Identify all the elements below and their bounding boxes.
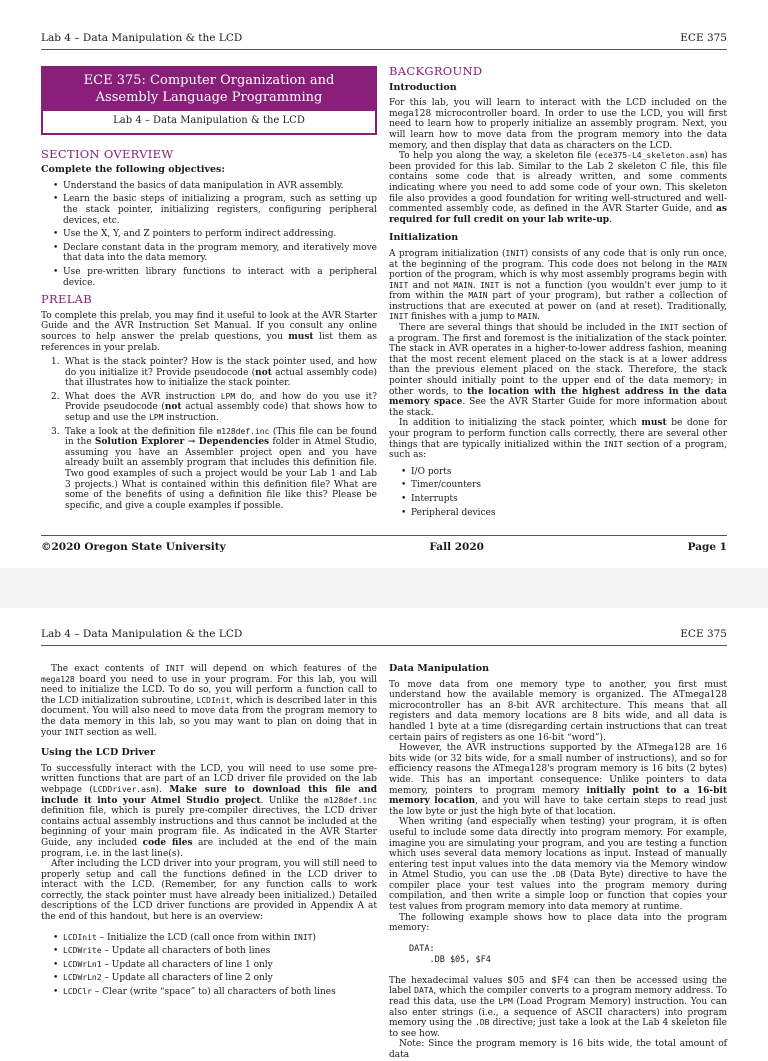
page-2 xyxy=(0,608,768,1060)
dm-paragraph-6: Note: Since the program memory is 16 bits wide, the total amount of data xyxy=(389,1039,727,1060)
left-column xyxy=(41,662,377,1004)
list-item: • Use pre-written library functions to interact with a peripheral device. xyxy=(53,267,377,288)
list-item: • LCDClr – Clear (write “space” to) all characters of both lines xyxy=(53,987,377,998)
dm-paragraph-5: The hexadecimal values $05 and $F4 can then be accessed using the label DATA, which the compiler converts to a program memory address. To read this data, use the LPM (Load Program Memory) instruction. You can also enter strings (i.e., a sequence of ASCII characters) into program memory using the .DB directive; just take a look at the Lab 4 skeleton file to see how. xyxy=(389,975,727,1039)
header-course: ECE 375 xyxy=(680,628,727,640)
init-contents-paragraph: The exact contents of INIT will depend on which features of the mega128 board you need to use in your program. For this lab, you will need to initialize the LCD. To do so, you will perform a function call to the LCD initialization subroutine, LCDInit, which is described later in this document. You will also need to move data from the program memory to the data memory in this lab, so you may want to plan on doing that in your INIT section as well. xyxy=(41,664,377,738)
init-paragraph-3: In addition to initializing the stack pointer, which must be done for your program to perform function calls correctly, there are several other things that are typically initialized within the INIT section of a program, such as: xyxy=(389,418,727,461)
intro-paragraph-1: For this lab, you will learn to interact with the LCD included on the mega128 microcontroller board. In order to use the LCD, you will first need to learn how to properly initialize an assembly program. Next, you will learn how to move data from the program memory into the data memory, and then display that data as characters on the LCD. xyxy=(389,98,727,151)
page-gap xyxy=(0,568,768,608)
lab-subtitle: Lab 4 – Data Manipulation & the LCD xyxy=(113,115,305,126)
right-column xyxy=(389,662,727,1061)
dm-paragraph-3: When writing (and especially when testing) your program, it is often useful to include some data directly into program memory. For example, imagine you are simulating your program, and you are testing a function which uses several data memory locations as input. Instead of manually entering test input values into the data memory via the Memory window in Atmel Studio, you can use the .DB (Data Byte) directive to have the compiler place your test values into the program memory during compilation, and then write a simple loop or function that copies your test values from program memory into data memory at runtime. xyxy=(389,817,727,913)
prelab-question-3: 3. Take a look at the definition file m128def.inc (This file can be found in the Solution Explorer → Dependencies folder in Atmel Studio, assuming you have an Assembler project open and you have already built an assembly program that includes this definition file. Two good examples of such a project would be your Lab 1 and Lab 3 projects.) What is contained within this definition file? What are some of the benefits of using a definition file like this? Please be specific, and give a couple examples if possible. xyxy=(51,426,377,511)
dm-paragraph-4: The following example shows how to place data into the program memory: xyxy=(389,912,727,934)
list-item: • LCDInit – Initialize the LCD (call once from within INIT) xyxy=(53,933,377,944)
right-column xyxy=(389,66,727,524)
footer-copyright: ©2020 Oregon State University xyxy=(41,541,226,553)
objectives-list xyxy=(53,181,377,288)
lcd-driver-heading: Using the LCD Driver xyxy=(41,747,155,759)
running-header xyxy=(41,32,727,46)
prelab-intro: To complete this prelab, you may find it useful to look at the AVR Starter Guide and the AVR Instruction Set Manual. If you consult any online sources to help answer the prelab questions, you must list them as references in your prelab. xyxy=(41,310,377,353)
running-header xyxy=(41,628,727,642)
list-item: • LCDWrite – Update all characters of both lines xyxy=(53,946,377,957)
code-example: DATA: .DB $05, $F4 xyxy=(409,943,491,965)
list-item: • Understand the basics of data manipulation in AVR assembly. xyxy=(53,181,377,192)
lcd-paragraph-2: After including the LCD driver into your program, you will still need to properly setup and call the functions defined in the LCD driver to interact with the LCD. (Remember, for any function calls to work correctly, the stack pointer must have already been initialized.) Detailed descriptions of the LCD driver functions are provided in Appendix A at the end of this handout, but here is an overview: xyxy=(41,859,377,923)
list-item: • LCDWrLn1 – Update all characters of line 1 only xyxy=(53,960,377,971)
header-title: Lab 4 – Data Manipulation & the LCD xyxy=(41,628,243,640)
header-rule xyxy=(41,49,727,50)
list-item: • Peripheral devices xyxy=(401,508,727,519)
footer-term: Fall 2020 xyxy=(429,541,484,553)
list-item: • Learn the basic steps of initializing a program, such as setting up the stack pointer, initializing registers, configuring peripheral devices, etc. xyxy=(53,194,377,226)
prelab-question-2: 2. What does the AVR instruction LPM do, and how do you use it? Provide pseudocode (not actual assembly code) that shows how to setup and use the LPM instruction. xyxy=(51,391,377,424)
prelab-heading: PRELAB xyxy=(41,292,92,307)
lcd-paragraph-1: To successfully interact with the LCD, you will need to use some pre-written functions that are part of an LCD driver file provided on the lab webpage (LCDDriver.asm). Make sure to download this file and include it into your Atmel Studio project. Unlike the m128def.inc definition file, which is purely pre-compiler directives, the LCD driver contains actual assembly instructions and thus cannot be included at the beginning of your main program file. As indicated in the AVR Starter Guide, any included code files are included at the end of the main program, i.e. in the last line(s). xyxy=(41,763,377,859)
init-paragraph-2: There are several things that should be included in the INIT section of a program. The first and foremost is the initialization of the stack pointer. The stack in AVR operates in a higher-to-lower address fashion, meaning that the most recent element placed on the stack is at a lower address than the previous element placed on the stack. Therefore, the stack pointer should initially point to the upper end of the data memory; in other words, to the location with the highest address in the data memory space. See the AVR Starter Guide for more information about the stack. xyxy=(389,323,727,418)
prelab-questions xyxy=(51,357,377,511)
objectives-intro: Complete the following objectives: xyxy=(41,164,225,176)
footer-page-number: Page 1 xyxy=(687,541,727,553)
left-column xyxy=(41,66,377,515)
intro-paragraph-2: To help you along the way, a skeleton file (ece375-L4_skeleton.asm) has been provided for this lab. Similar to the Lab 2 skeleton C file, this file contains some code that is already written, and some comments indicating where you need to add some code of your own. This skeleton file also provides a good foundation for writing well-structured and well-commented assembly code, as defined in the AVR Starter Guide, and as required for full credit on your lab write-up. xyxy=(389,151,727,225)
page-footer xyxy=(41,541,727,553)
dm-paragraph-1: To move data from one memory type to another, you first must understand how the available memory is organized. The ATmega128 microcontroller has an 8-bit AVR architecture. This means that all registers and data memory locations are 8 bits wide, and all data is handled 1 byte at a time (disregarding certain instructions that can treat certain pairs of registers as one 16-bit “word”). xyxy=(389,679,727,743)
header-title: Lab 4 – Data Manipulation & the LCD xyxy=(41,32,243,44)
dm-paragraph-2: However, the AVR instructions supported by the ATmega128 are 16 bits wide (or 32 bits wide, for a small number of instructions), and so for efficiency reasons the ATmega128's program memory is 16 bits (2 bytes) wide. This has an important consequence: Unlike pointers to data memory, pointers to program memory initially point to a 16-bit memory location, and you will have to take certain steps to read just the low byte or just the high byte of that location. xyxy=(389,743,727,817)
header-rule xyxy=(41,645,727,646)
footer-rule xyxy=(41,535,727,536)
list-item: • Interrupts xyxy=(401,494,727,505)
list-item: • Declare constant data in the program memory, and iteratively move that data into the data memory. xyxy=(53,243,377,264)
init-paragraph-1: A program initialization (INIT) consists of any code that is only run once, at the beginning of the program. This code does not belong in the MAIN portion of the program, which is why most assembly programs begin with INIT and not MAIN. INIT is not a function (you wouldn't ever jump to it from within the MAIN part of your program), but rather a collection of instructions that are executed at power on (and at reset). Traditionally, INIT finishes with a jump to MAIN. xyxy=(389,248,727,323)
section-overview-heading: SECTION OVERVIEW xyxy=(41,146,174,161)
course-title: ECE 375: Computer Organization and Assembly Language Programming xyxy=(43,68,375,111)
header-course: ECE 375 xyxy=(680,32,727,44)
initialization-heading: Initialization xyxy=(389,232,459,244)
init-items-list xyxy=(401,467,727,518)
list-item: • Use the X, Y, and Z pointers to perform indirect addressing. xyxy=(53,229,377,240)
list-item: • LCDWrLn2 – Update all characters of line 2 only xyxy=(53,973,377,984)
data-manipulation-heading: Data Manipulation xyxy=(389,663,489,674)
list-item: • I/O ports xyxy=(401,467,727,478)
title-box xyxy=(41,66,377,135)
background-heading: BACKGROUND xyxy=(389,64,483,78)
list-item: • Timer/counters xyxy=(401,480,727,491)
prelab-question-1: 1. What is the stack pointer? How is the stack pointer used, and how do you initialize it? Provide pseudocode (not actual assembly code) that illustrates how to initialize the stack pointer. xyxy=(51,357,377,389)
lcd-functions-list xyxy=(53,933,377,998)
introduction-heading: Introduction xyxy=(389,81,457,93)
